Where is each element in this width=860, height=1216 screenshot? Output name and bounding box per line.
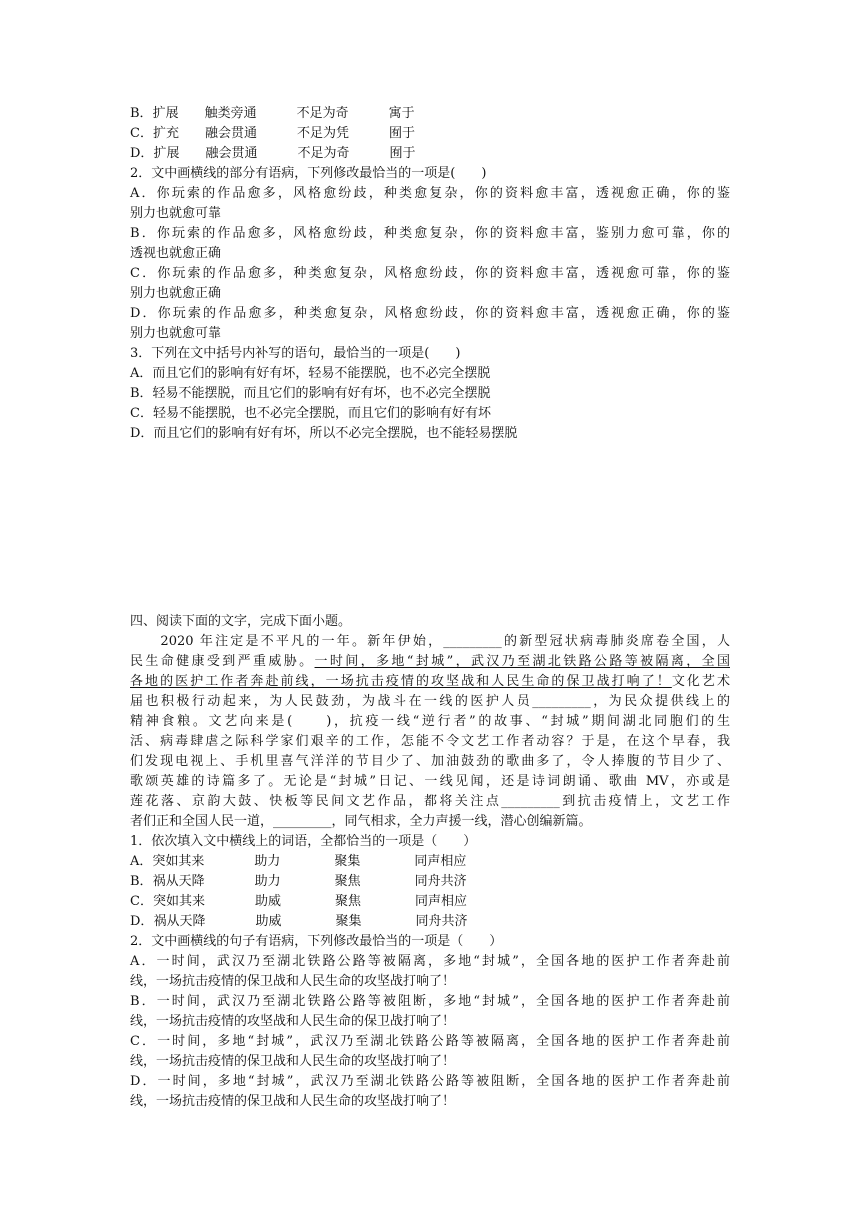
q1-option-b [130, 874, 467, 890]
passage-text: 2020 年注定是不平凡的一年。新年伊始， [130, 634, 444, 649]
passage-line [130, 814, 592, 830]
q2b-option-a-line2: 线，一场抗击疫情的保卫战和人民生命的攻坚战打响了！ [130, 974, 456, 989]
passage-line: 精神食粮。文艺向来是( )，抗疫一线“逆行者”的故事、“封城”期间湖北同胞们的生 [130, 714, 730, 729]
q2-option-d-line1: D．你玩索的作品愈多，种类愈复杂，风格愈纷歧，你的资料愈丰富，透视愈正确，你的鉴 [130, 306, 730, 321]
option-letter: D． [130, 146, 154, 161]
option-letter: B． [130, 106, 153, 121]
option-letter: D． [130, 914, 154, 929]
option-word: 囿于 [388, 126, 415, 141]
passage-line [130, 654, 730, 670]
option-word: 突如其来 [152, 854, 205, 869]
q2b-option-d-line2: 线，一场抗击疫情的保卫战和人民生命的攻坚战打响了！ [130, 1094, 456, 1109]
passage-line [130, 694, 730, 710]
option-word: 囿于 [389, 146, 416, 161]
q3-option-b: B．轻易不能摆脱，而且它们的影响有好有坏，也不必完全摆脱 [130, 386, 491, 401]
option-word: 扩展 [152, 106, 179, 121]
fill-blank: _________ [532, 694, 591, 709]
option-letter: A． [130, 854, 153, 869]
passage-line: 们发现电视上、手机里喜气洋洋的节目少了、加油鼓劲的歌曲多了，令人捧腹的节目少了、 [130, 754, 730, 769]
option-word: 扩充 [152, 126, 179, 141]
option-c-row [130, 126, 415, 142]
option-word: 助力 [254, 874, 281, 889]
option-word: 同声相应 [414, 854, 467, 869]
option-word: 同声相应 [414, 894, 467, 909]
option-word: 聚焦 [334, 874, 361, 889]
passage-line [130, 794, 730, 810]
passage-line [130, 634, 730, 650]
q1-option-c [130, 894, 467, 910]
q2b-option-c-line1: C．一时间，多地“封城”，武汉乃至湖北铁路公路等被隔离，全国各地的医护工作者奔赴前 [130, 1034, 730, 1049]
q3-option-a: A．而且它们的影响有好有坏，轻易不能摆脱，也不必完全摆脱 [130, 366, 491, 381]
passage-text: 者们正和全国人民一道， [130, 814, 274, 829]
fill-blank: _________ [501, 794, 560, 809]
option-word: 不足为凭 [296, 126, 349, 141]
option-b-row [130, 106, 415, 122]
option-word: 助力 [254, 854, 281, 869]
option-word: 聚集 [335, 914, 362, 929]
option-word: 祸从天降 [153, 914, 206, 929]
passage-text: 的新型冠状病毒肺炎席卷全国，人 [501, 634, 730, 649]
passage-text: 文化艺术 [671, 674, 730, 689]
option-d-row [130, 146, 415, 162]
passage-line: 歌颂英雄的诗篇多了。无论是“封城”日记、一线见闻，还是诗词朗诵、歌曲 MV，亦或是 [130, 774, 730, 789]
q2b-option-b-line2: 线，一场抗击疫情的攻坚战和人民生命的保卫战打响了！ [130, 1014, 456, 1029]
passage-line: 活、病毒肆虐之际科学家们艰辛的工作，怎能不令文艺工作者动容？于是，在这个早春，我 [130, 734, 730, 749]
fill-blank: _________ [443, 634, 502, 649]
q2-option-b-line1: B．你玩索的作品愈多，风格愈纷歧，种类愈复杂，你的资料愈丰富，鉴别力愈可靠，你的 [130, 226, 730, 241]
q2-option-c-line2: 别力也就愈正确 [130, 286, 222, 301]
q2-option-d-line2: 别力也就愈可靠 [130, 326, 222, 341]
section-heading: 四、阅读下面的文字，完成下面小题。 [130, 614, 352, 629]
option-word: 同舟共济 [415, 914, 468, 929]
q1-option-d [130, 914, 467, 930]
option-word: 助威 [255, 914, 282, 929]
passage-text: ，为民众提供线上的 [590, 694, 730, 709]
q3-option-d: D．而且它们的影响有好有坏，所以不必完全摆脱，也不能轻易摆脱 [130, 426, 518, 441]
q2b-option-d-line1: D．一时间，多地“封城”，武汉乃至湖北铁路公路等被阻断，全国各地的医护工作者奔赴前 [130, 1074, 730, 1089]
passage-text: 民生命健康受到严重威胁。 [130, 654, 315, 669]
q2b-option-b-line1: B．一时间，武汉乃至湖北铁路公路等被阻断，多地“封城”，全国各地的医护工作者奔赴前 [130, 994, 730, 1009]
q2-option-b-line2: 透视也就愈正确 [130, 246, 222, 261]
passage-text: ，同气相求，全力声援一线，潜心创编新篇。 [331, 814, 592, 829]
q2b-option-a-line1: A．一时间，武汉乃至湖北铁路公路等被隔离，多地“封城”，全国各地的医护工作者奔赴前 [130, 954, 730, 969]
q3-option-c: C．轻易不能摆脱，也不必完全摆脱，而且它们的影响有好有坏 [130, 406, 491, 421]
option-word: 触类旁通 [204, 106, 257, 121]
q1-option-a [130, 854, 466, 870]
q2b-option-c-line2: 线，一场抗击疫情的保卫战和人民生命的攻坚战打响了！ [130, 1054, 456, 1069]
q2-option-a-line2: 别力也就愈可靠 [130, 206, 222, 221]
option-letter: C． [130, 894, 153, 909]
q2-option-a-line1: A．你玩索的作品愈多，风格愈纷歧，种类愈复杂，你的资料愈丰富，透视愈正确，你的鉴 [130, 186, 730, 201]
question-2: 2．文中画横线的部分有语病，下列修改最恰当的一项是( ) [130, 166, 487, 181]
question-3: 3．下列在文中括号内补写的语句，最恰当的一项是( ) [130, 346, 461, 361]
option-word: 突如其来 [152, 894, 205, 909]
passage-line [130, 674, 730, 690]
document-page [130, 0, 730, 1216]
passage-text: 届也积极行动起来，为人民鼓劲，为战斗在一线的医护人员 [130, 694, 533, 709]
passage-text: 到抗击疫情上，文艺工作 [559, 794, 730, 809]
question-2b: 2．文中画横线的句子有语病，下列修改最恰当的一项是（ ） [130, 934, 503, 949]
option-word: 融会贯通 [205, 146, 258, 161]
q2-option-c-line1: C．你玩索的作品愈多，种类愈复杂，风格愈纷歧，你的资料愈丰富，透视愈可靠，你的鉴 [130, 266, 730, 281]
option-word: 助威 [254, 894, 281, 909]
passage-text: 莲花落、京韵大鼓、快板等民间文艺作品，都将关注点 [130, 794, 502, 809]
option-word: 扩展 [153, 146, 180, 161]
option-word: 聚集 [334, 854, 361, 869]
fill-blank: _________ [273, 814, 332, 829]
option-word: 同舟共济 [414, 874, 467, 889]
option-word: 聚焦 [334, 894, 361, 909]
option-word: 祸从天降 [152, 874, 205, 889]
underlined-sentence: 各地的医护工作者奔赴前线，一场抗击疫情的攻坚战和人民生命的保卫战打响了！ [130, 674, 672, 689]
underlined-sentence: 一时间，多地“封城”，武汉乃至湖北铁路公路等被隔离，全国 [314, 654, 730, 669]
question-1: 1．依次填入文中横线上的词语，全都恰当的一项是（ ） [130, 834, 477, 849]
option-word: 寓于 [388, 106, 415, 121]
option-word: 不足为奇 [297, 146, 350, 161]
option-letter: B． [130, 874, 153, 889]
option-letter: C． [130, 126, 153, 141]
option-word: 不足为奇 [296, 106, 349, 121]
option-word: 融会贯通 [204, 126, 257, 141]
